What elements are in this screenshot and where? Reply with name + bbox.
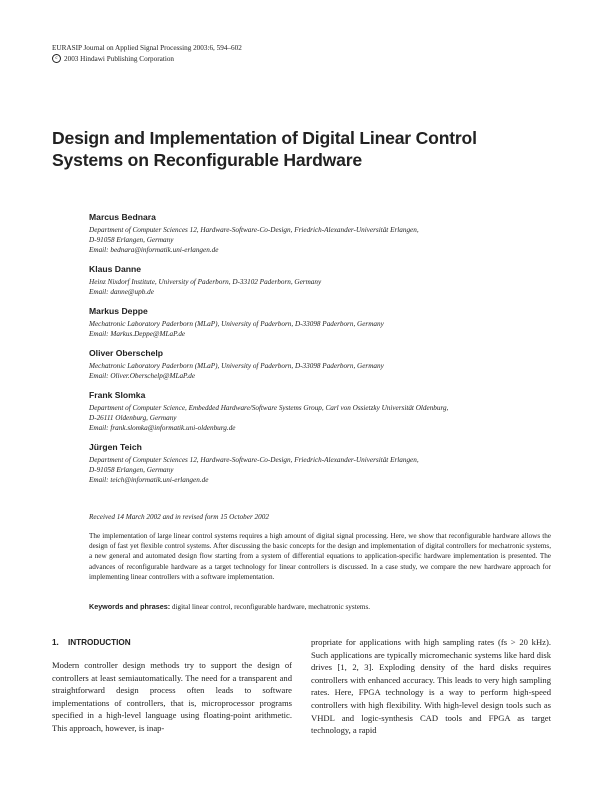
keywords-text: digital linear control, reconfigurable hardware, mechatronic systems. [171, 603, 371, 611]
journal-header [52, 43, 242, 64]
copyright-text: 2003 Hindawi Publishing Corporation [64, 54, 175, 63]
author-block [89, 211, 549, 255]
author-affiliation: Department of Computer Science, Embedded Hardware/Software Systems Group, Carl von Ossietzky Universität Oldenburg, [89, 404, 449, 412]
section-number: 1. [52, 638, 59, 647]
author-affiliation: Department of Computer Sciences 12, Hardware-Software-Co-Design, Friedrich-Alexander-Universität Erlangen, [89, 456, 419, 464]
abstract: The implementation of large linear control systems requires a high amount of digital signal processing. Here, we show that reconfigurable hardware allows the design of fast yet flexible control systems. After discussing the basic concepts for the design and implementation of digital controllers for mechatronic systems, a new general and automated design flow starting from a system of differential equations to application-specific hardware implementation is presented. The advances of reconfigurable hardware as a target technology for linear controllers is discussed. In a case study, we compare the new hardware approach for implementing linear controllers with a software implementation. [89, 532, 551, 581]
author-email: Email: frank.slomka@informatik.uni-oldenburg.de [89, 424, 236, 432]
author-block [89, 389, 549, 433]
author-block [89, 441, 549, 485]
author-block [89, 263, 549, 297]
body-column-right: propriate for applications with high sampling rates (fs > 20 kHz). Such applications are typically micromechanic systems like hard disk drives [1, 2, 3]. Exploding density of the hard disks requires controllers with enhanced accuracy. This leads to very high sampling rates. Here, FPGA technology is a way to perform high-speed controllers with high flexibility. With high-level design tools such as VHDL and logic-synthesis CAD tools and FPGA as target technology, a rapid [311, 637, 551, 736]
author-name: Jürgen Teich [89, 442, 142, 452]
author-affiliation: Mechatronic Laboratory Paderborn (MLaP), University of Paderborn, D-33098 Paderborn, Germany [89, 362, 384, 370]
author-name: Markus Deppe [89, 306, 148, 316]
author-email: Email: teich@informatik.uni-erlangen.de [89, 476, 209, 484]
author-email: Email: Oliver.Oberschelp@MLaP.de [89, 372, 196, 380]
author-affiliation: Mechatronic Laboratory Paderborn (MLaP), University of Paderborn, D-33098 Paderborn, Germany [89, 320, 384, 328]
author-email: Email: Markus.Deppe@MLaP.de [89, 330, 186, 338]
author-email: Email: bednara@informatik.uni-erlangen.de [89, 246, 219, 254]
title-line-1: Design and Implementation of Digital Linear Control [52, 128, 477, 148]
author-email: Email: danne@upb.de [89, 288, 154, 296]
author-affiliation: Heinz Nixdorf Institute, University of Paderborn, D-33102 Paderborn, Germany [89, 278, 322, 286]
author-name: Marcus Bednara [89, 212, 156, 222]
author-affiliation: D-91058 Erlangen, Germany [89, 236, 174, 244]
copyright-icon: c [52, 54, 61, 63]
author-name: Oliver Oberschelp [89, 348, 164, 358]
paper-title [52, 127, 552, 171]
received-date: Received 14 March 2002 and in revised form 15 October 2002 [89, 513, 269, 521]
author-name: Klaus Danne [89, 264, 142, 274]
section-title: INTRODUCTION [67, 638, 131, 647]
author-list [89, 211, 549, 493]
author-affiliation: D-91058 Erlangen, Germany [89, 466, 174, 474]
author-block [89, 305, 549, 339]
section-heading [52, 638, 131, 647]
copyright-line [52, 54, 242, 65]
keywords [89, 602, 551, 612]
keywords-label: Keywords and phrases: [89, 602, 171, 611]
author-affiliation: D-26111 Oldenburg, Germany [89, 414, 177, 422]
author-name: Frank Slomka [89, 390, 146, 400]
title-line-2: Systems on Reconfigurable Hardware [52, 150, 362, 170]
body-column-left: Modern controller design methods try to support the design of controllers at least semiautomatically. The need for a transparent and straightforward design process often leads to software implementations of controllers, that is, microprocessor programs specified in a high-level language using floating-point arithmetic. This approach, however, is inap- [52, 660, 292, 733]
journal-citation: EURASIP Journal on Applied Signal Processing 2003:6, 594–602 [52, 44, 242, 52]
author-block [89, 347, 549, 381]
author-affiliation: Department of Computer Sciences 12, Hardware-Software-Co-Design, Friedrich-Alexander-Universität Erlangen, [89, 226, 419, 234]
